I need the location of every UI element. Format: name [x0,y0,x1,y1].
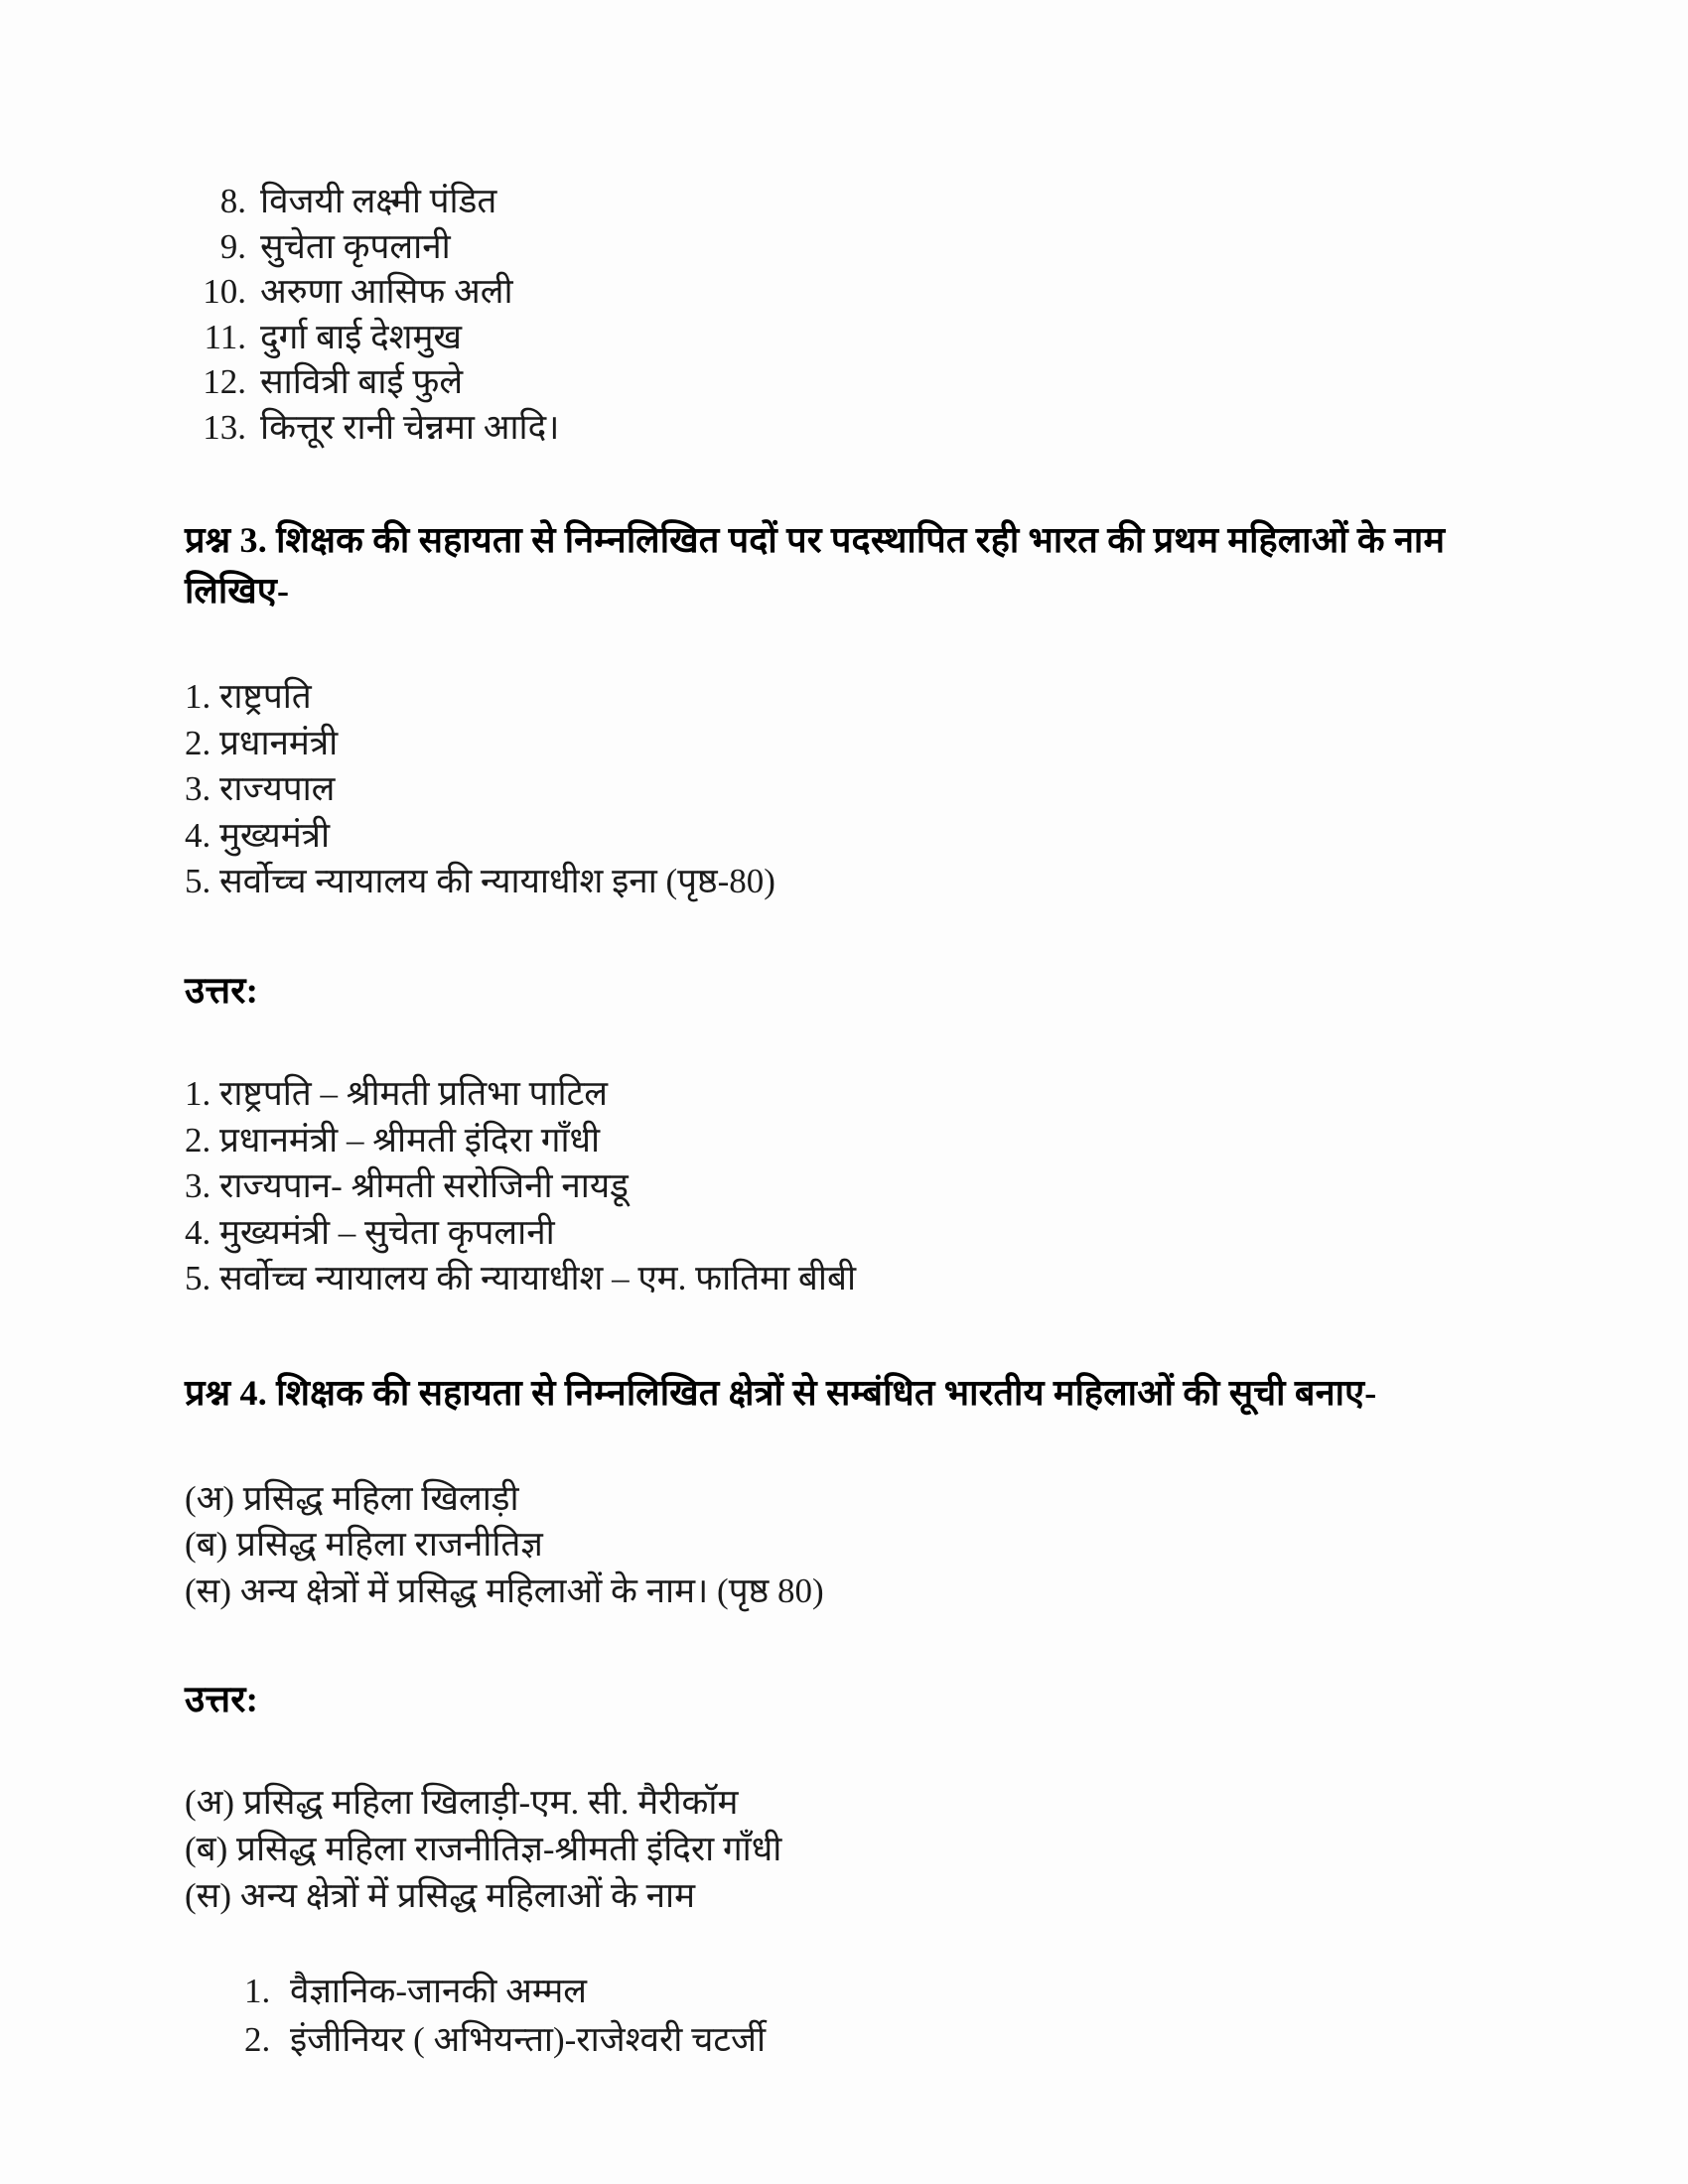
list-item: 2. प्रधानमंत्री – श्रीमती इंदिरा गाँधी [185,1120,601,1160]
list-item: (ब) प्रसिद्ध महिला राजनीतिज्ञ-श्रीमती इंदिरा गाँधी [185,1829,782,1868]
list-item-label: सावित्री बाई फुले [260,362,464,401]
list-item: 4. मुख्यमंत्री [185,815,331,855]
list-item-label: विजयी लक्ष्मी पंडित [260,182,497,220]
list-item: (अ) प्रसिद्ध महिला खिलाड़ी [185,1478,519,1518]
question-3-prompt-list [185,674,1505,905]
list-item: (स) अन्य क्षेत्रों में प्रसिद्ध महिलाओं के नाम [185,1875,696,1915]
list-item: 3. राज्यपाल [185,769,336,809]
list-item [244,1967,1505,2015]
list-item: 5. सर्वोच्च न्यायालय की न्यायाधीश – एम. फातिमा बीबी [185,1259,857,1298]
list-item [185,179,1505,224]
list-item-label: सुचेता कृपलानी [260,226,451,266]
women-names-list [185,179,1505,450]
document-content [185,179,1505,2064]
list-item: (अ) प्रसिद्ध महिला खिलाड़ी-एम. सी. मैरीकॉम [185,1783,739,1823]
list-item-number: 13. [203,407,246,447]
list-item [185,315,1505,360]
list-item [244,2015,1505,2064]
list-item: (ब) प्रसिद्ध महिला राजनीतिज्ञ [185,1525,543,1565]
question-3-answer-list [185,1071,1505,1302]
list-item-number: 9. [219,226,246,266]
question-3-answer-label: उत्तर: [185,970,259,1012]
list-item: 1. राष्ट्रपति [185,677,312,717]
question-4-heading: प्रश्न 4. शिक्षक की सहायता से निम्नलिखित क्षेत्रों से सम्बंधित भारतीय महिलाओं की सूची बनाए- [185,1372,1377,1413]
spacer [185,1014,1505,1071]
spacer [185,905,1505,963]
question-3-heading: प्रश्न 3. शिक्षक की सहायता से निम्नलिखित पदों पर पदस्थापित रही भारत की प्रथम महिलाओं के नाम लिखिए- [185,520,1446,612]
list-item [185,359,1505,405]
list-item-label: अरुणा आसिफ अली [260,272,513,311]
spacer [185,616,1505,674]
list-item: 3. राज्यपान- श्रीमती सरोजिनी नायडू [185,1166,629,1206]
list-item: 5. सर्वोच्च न्यायालय की न्यायाधीश इना (पृष्ठ-80) [185,862,775,901]
list-item: 2. प्रधानमंत्री [185,723,339,762]
list-item-number: 12. [203,362,246,401]
spacer [185,1302,1505,1368]
list-item-label: वैज्ञानिक-जानकी अम्मल [290,1972,588,2011]
spacer [185,1419,1505,1476]
list-item: (स) अन्य क्षेत्रों में प्रसिद्ध महिलाओं के नाम। (पृष्ठ 80) [185,1570,824,1610]
list-item-label: दुर्गा बाई देशमुख [260,317,463,356]
list-item-number: 8. [219,182,246,220]
list-item [185,405,1505,451]
list-item: 1. राष्ट्रपति – श्रीमती प्रतिभा पाटिल [185,1073,608,1113]
list-item-number: 10. [203,272,246,311]
question-4-answer-list [185,1780,1505,1919]
list-item: 4. मुख्यमंत्री – सुचेता कृपलानी [185,1212,555,1252]
list-item-label: कित्तूर रानी चेन्नमा आदि। [260,407,560,447]
list-item-number: 11. [204,317,246,356]
question-4-sub-answer-list [185,1967,1505,2064]
question-4-answer-label: उत्तर: [185,1680,259,1721]
spacer [185,1919,1505,1967]
list-item [185,269,1505,315]
list-item-label: इंजीनियर ( अभियन्ता)-राजेश्वरी चटर्जी [290,2020,767,2060]
spacer [185,1614,1505,1672]
spacer [185,450,1505,515]
question-4-prompt-list [185,1476,1505,1615]
list-item-number: 2. [244,2020,271,2060]
list-item [185,224,1505,270]
list-item-number: 1. [244,1972,271,2011]
spacer [185,1722,1505,1780]
